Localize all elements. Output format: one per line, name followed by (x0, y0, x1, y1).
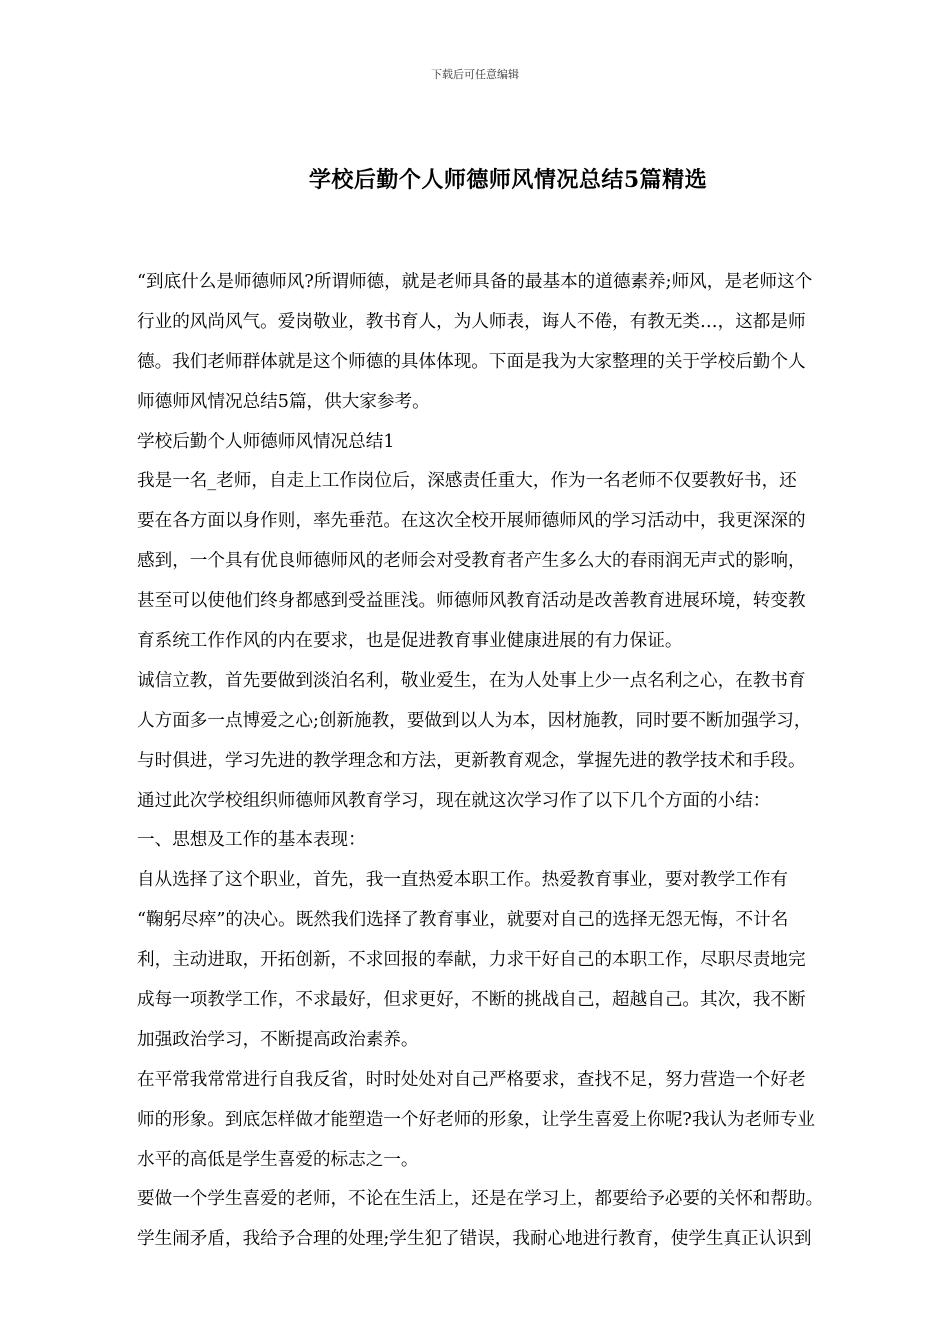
body-line: 自从选择了这个职业，首先，我一直热爱本职工作。热爱教育事业，要对教学工作有 (137, 870, 788, 891)
body-line: 要做一个学生喜爱的老师，不论在生活上，还是在学习上，都要给予必要的关怀和帮助。 (137, 1189, 824, 1210)
document-body (137, 263, 885, 1260)
body-line: 通过此次学校组织师德师风教育学习，现在就这次学习作了以下几个方面的小结： (137, 790, 771, 811)
body-line: “到底什么是师德师风?所谓师德，就是老师具备的最基本的道德素养;师风，是老师这个 (137, 272, 813, 292)
body-line: 师德师风情况总结5篇，供大家参考。 (137, 391, 430, 412)
body-line: 学生闹矛盾，我给予合理的处理;学生犯了错误，我耐心地进行教育，使学生真正认识到 (137, 1229, 812, 1250)
document-title: 学校后勤个人师德师风情况总结5篇精选 (308, 167, 708, 193)
body-line: “鞠躬尽瘁”的决心。既然我们选择了教育事业，就要对自己的选择无怨无悔，不计名 (137, 910, 789, 931)
body-line: 诚信立教，首先要做到淡泊名利，敬业爱生，在为人处事上少一点名利之心，在教书育 (137, 670, 806, 691)
body-line: 我是一名_老师，自走上工作岗位后，深感责任重大，作为一名老师不仅要教好书，还 (137, 471, 797, 492)
body-line: 人方面多一点博爱之心;创新施教，要做到以人为本，因材施教，同时要不断加强学习， (137, 710, 812, 731)
body-line: 甚至可以使他们终身都感到受益匪浅。师德师风教育活动是改善教育进展环境，转变教 (137, 591, 806, 612)
body-line: 与时俱进，学习先进的教学理念和方法，更新教育观念，掌握先进的教学技术和手段。 (137, 750, 806, 771)
body-line: 在平常我常常进行自我反省，时时处处对自己严格要求，查找不足，努力营造一个好老 (137, 1069, 806, 1090)
body-line: 加强政治学习，不断提高政治素养。 (137, 1029, 419, 1050)
body-line: 师的形象。到底怎样做才能塑造一个好老师的形象，让学生喜爱上你呢?我认为老师专业 (137, 1109, 815, 1130)
section-heading: 学校后勤个人师德师风情况总结1 (137, 431, 395, 452)
body-line: 成每一项教学工作，不求最好，但求更好，不断的挑战自己，超越自己。其次，我不断 (137, 990, 806, 1011)
subsection-heading: 一、思想及工作的基本表现： (137, 830, 366, 851)
body-line: 要在各方面以身作则，率先垂范。在这次全校开展师德师风的学习活动中，我更深深的 (137, 511, 806, 532)
body-line: 德。我们老师群体就是这个师德的具体体现。下面是我为大家整理的关于学校后勤个人 (137, 351, 806, 372)
body-line: 感到，一个具有优良师德师风的老师会对受教育者产生多么大的春雨润无声式的影响， (137, 551, 806, 572)
header-note: 下载后可任意编辑 (431, 68, 519, 81)
body-line: 育系统工作作风的内在要求，也是促进教育事业健康进展的有力保证。 (137, 631, 683, 652)
body-line: 水平的高低是学生喜爱的标志之一。 (137, 1149, 419, 1170)
body-line: 行业的风尚风气。爱岗敬业，教书育人，为人师表，诲人不倦，有教无类…，这都是师 (137, 311, 806, 332)
body-line: 利，主动进取，开拓创新，不求回报的奉献，力求干好自己的本职工作，尽职尽责地完 (137, 950, 806, 971)
